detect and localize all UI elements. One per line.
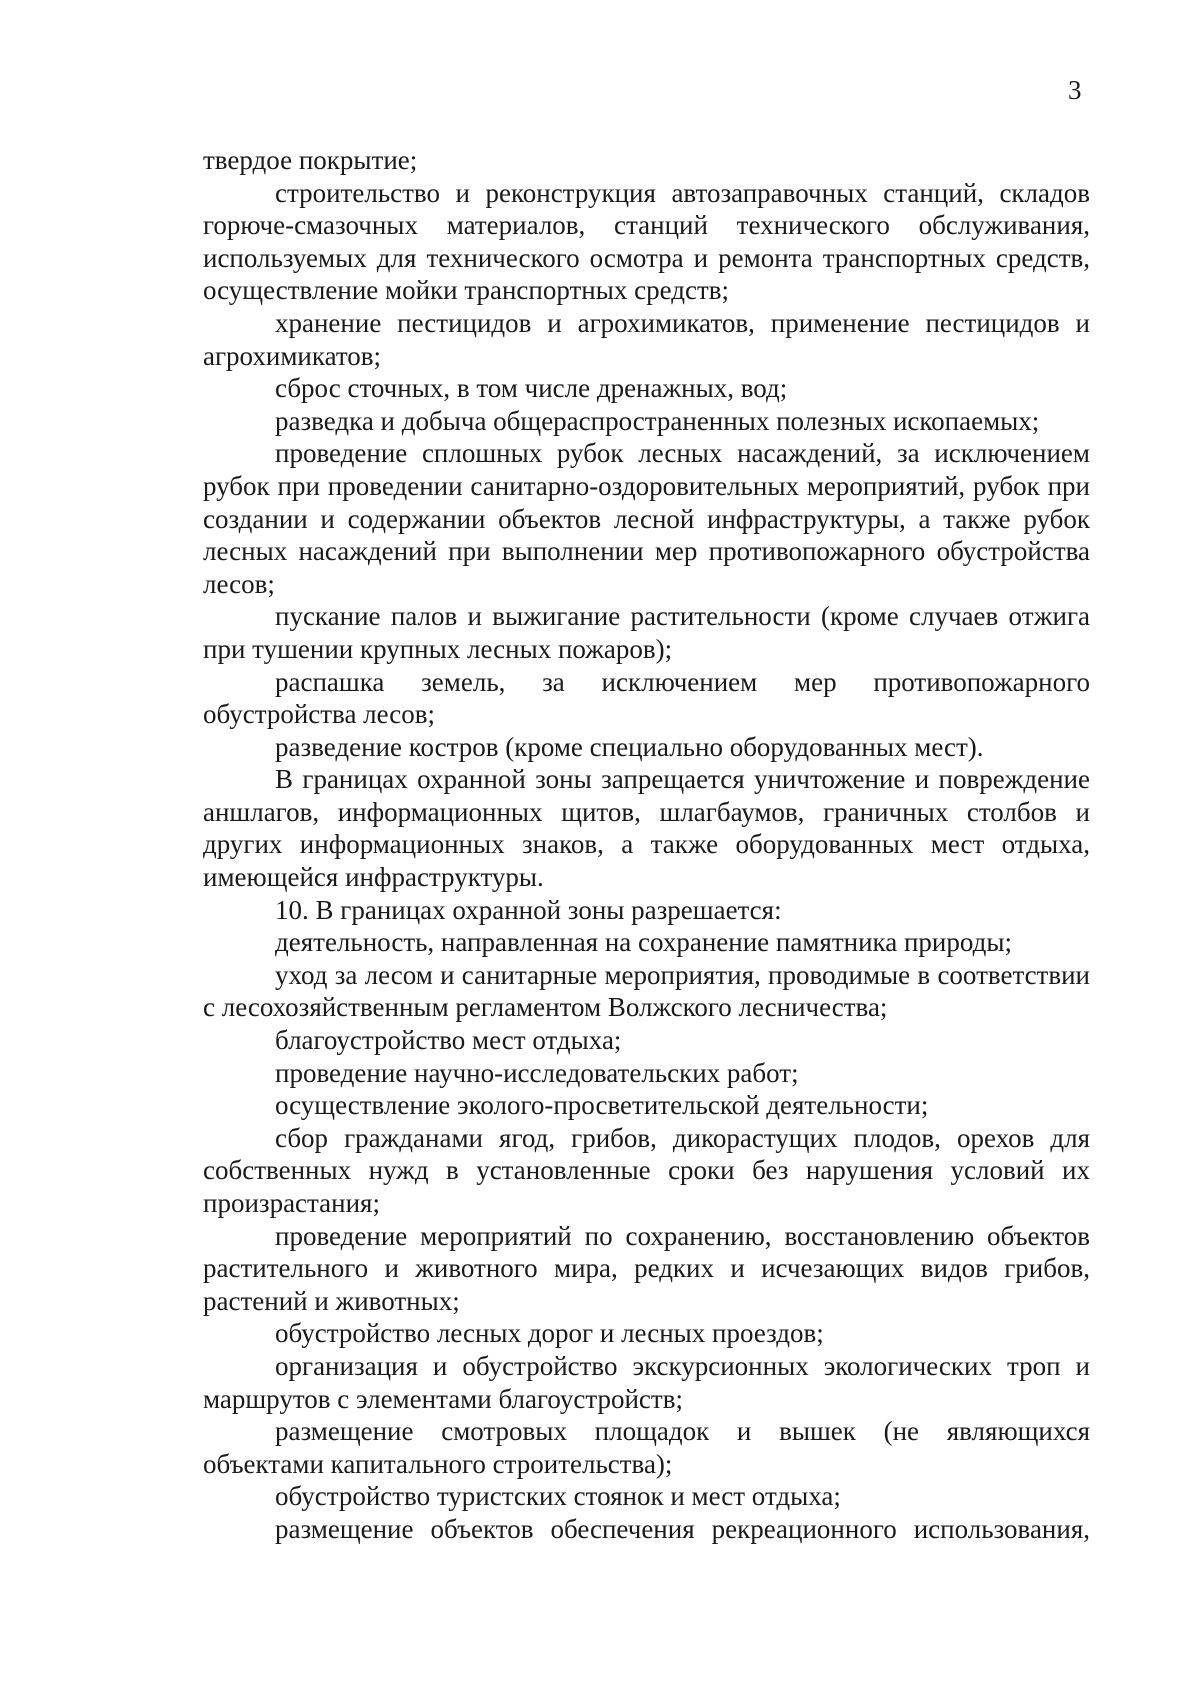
paragraph: размещение объектов обеспечения рекреационного использования, xyxy=(275,1513,1090,1544)
paragraph: сбор гражданами ягод, грибов, дикорастущих плодов, орехов для собственных нужд в установленные сроки без нарушения условий их произрастания; xyxy=(203,1122,1090,1218)
paragraph: проведение мероприятий по сохранению, восстановлению объектов растительного и животного мира, редких и исчезающих видов грибов, растений и животных; xyxy=(203,1220,1090,1316)
paragraph: твердое покрытие; xyxy=(203,145,418,175)
paragraph: сброс сточных, в том числе дренажных, вод; xyxy=(275,373,788,404)
paragraph: организация и обустройство экскурсионных экологических троп и маршрутов с элементами благоустройств; xyxy=(203,1350,1090,1414)
paragraph: разведка и добыча общераспространенных полезных ископаемых; xyxy=(275,405,1040,436)
paragraph: уход за лесом и санитарные мероприятия, проводимые в соответствии с лесохозяйственным регламентом Волжского лесничества; xyxy=(203,959,1090,1023)
section-heading-paragraph: 10. В границах охранной зоны разрешается: xyxy=(275,894,782,925)
paragraph: разведение костров (кроме специально оборудованных мест). xyxy=(275,731,984,762)
paragraph: хранение пестицидов и агрохимикатов, применение пестицидов и агрохимикатов; xyxy=(203,307,1090,371)
paragraph: проведение сплошных рубок лесных насаждений, за исключением рубок при проведении санитарно-оздоровительных мероприятий, рубок при создании и содержании объектов лесной инфраструктуры, а также рубок лесных насаждений при выполнении мер противопожарного обустройства лесов; xyxy=(203,438,1090,599)
paragraph: проведение научно-исследовательских работ; xyxy=(275,1057,799,1088)
paragraph: осуществление эколого-просветительской деятельности; xyxy=(275,1090,929,1121)
paragraph: благоустройство мест отдыха; xyxy=(275,1025,622,1056)
page-number: 3 xyxy=(1068,75,1082,105)
paragraph: распашка земель, за исключением мер противопожарного обустройства лесов; xyxy=(203,666,1090,730)
paragraph: пускание палов и выжигание растительности (кроме случаев отжига при тушении крупных лесных пожаров); xyxy=(203,601,1090,664)
paragraph: обустройство лесных дорог и лесных проездов; xyxy=(275,1318,824,1349)
paragraph: деятельность, направленная на сохранение памятника природы; xyxy=(275,927,1012,958)
paragraph: строительство и реконструкция автозаправочных станций, складов горюче-смазочных материалов, станций технического обслуживания, используемых для технического осмотра и ремонта транспортных средств, осуществление мойки транспортных средств; xyxy=(203,177,1090,306)
paragraph: размещение смотровых площадок и вышек (не являющихся объектами капитального строительства); xyxy=(203,1416,1090,1479)
document-body xyxy=(203,144,1090,1546)
paragraph: обустройство туристских стоянок и мест отдыха; xyxy=(275,1481,841,1512)
paragraph: В границах охранной зоны запрещается уничтожение и повреждение аншлагов, информационных щитов, шлагбаумов, граничных столбов и других информационных знаков, а также оборудованных мест отдыха, имеющейся инфраструктуры. xyxy=(203,764,1090,893)
